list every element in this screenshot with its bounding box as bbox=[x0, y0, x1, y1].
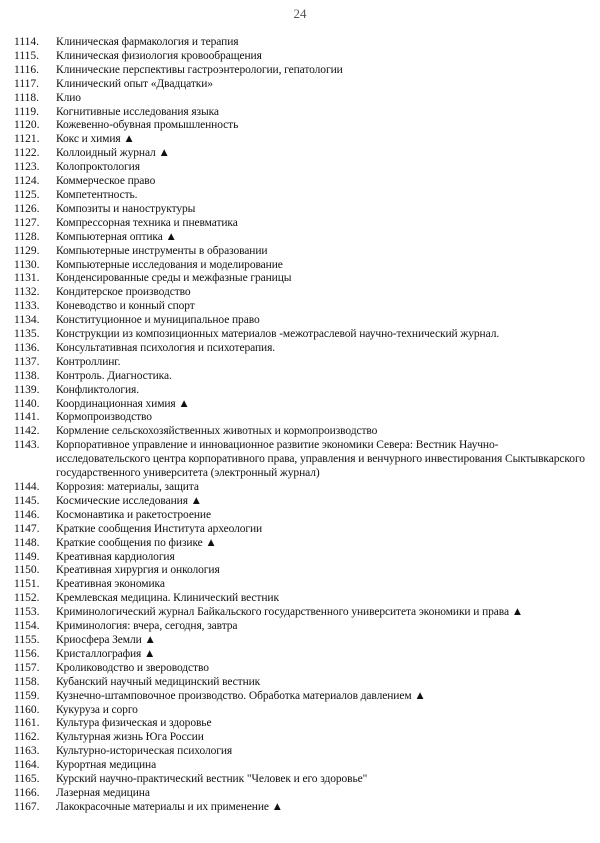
list-item bbox=[14, 50, 586, 64]
entry-title: Конституционное и муниципальное право bbox=[56, 314, 260, 327]
entry-title: Консультативная психология и психотерапия. bbox=[56, 341, 276, 354]
list-item bbox=[14, 272, 586, 286]
list-item bbox=[14, 217, 586, 231]
entry-number: 1134. bbox=[14, 314, 40, 327]
entry-title: Компьютерные исследования и моделирование bbox=[56, 258, 283, 271]
entry-title: Компетентность. bbox=[56, 188, 138, 201]
list-item bbox=[14, 245, 586, 259]
entry-title: Композиты и наноструктуры bbox=[56, 202, 196, 215]
list-item bbox=[14, 384, 586, 398]
entry-title: Клиническая физиология кровообращения bbox=[56, 49, 262, 62]
list-item bbox=[14, 620, 586, 634]
entry-number: 1140. bbox=[14, 397, 40, 410]
entry-number: 1132. bbox=[14, 286, 40, 299]
entry-title: Креативная экономика bbox=[56, 578, 165, 591]
entry-number: 1121. bbox=[14, 133, 40, 146]
list-item bbox=[14, 92, 586, 106]
entry-title: Кондитерское производство bbox=[56, 286, 191, 299]
entry-title: Коллоидный журнал ▲ bbox=[56, 147, 170, 160]
entry-title: Курортная медицина bbox=[56, 759, 157, 772]
list-item bbox=[14, 189, 586, 203]
entry-number: 1147. bbox=[14, 522, 40, 535]
entry-title: Клинический опыт «Двадцатки» bbox=[56, 77, 213, 90]
list-item bbox=[14, 690, 586, 704]
list-item bbox=[14, 203, 586, 217]
entry-title: Корпоративное управление и инновационное развитие экономики Севера: Вестник Научно-исследовательского центра корпоративного права, управления и венчурного инвестирования Сыктывкарского государственного университета (электронный журнал) bbox=[56, 439, 585, 480]
list-item bbox=[14, 328, 586, 342]
entry-number: 1152. bbox=[14, 592, 40, 605]
list-item bbox=[14, 731, 586, 745]
entry-number: 1118. bbox=[14, 91, 40, 104]
entry-title: Компьютерные инструменты в образовании bbox=[56, 244, 268, 257]
entry-number: 1162. bbox=[14, 731, 40, 744]
entry-title: Контроль. Диагностика. bbox=[56, 369, 172, 382]
list-item bbox=[14, 314, 586, 328]
entry-title: Координационная химия ▲ bbox=[56, 397, 190, 410]
entry-title: Клио bbox=[56, 91, 81, 104]
list-item bbox=[14, 509, 586, 523]
entry-number: 1119. bbox=[14, 105, 40, 118]
entry-number: 1163. bbox=[14, 745, 40, 758]
entry-number: 1154. bbox=[14, 620, 40, 633]
list-item bbox=[14, 676, 586, 690]
entry-number: 1127. bbox=[14, 216, 40, 229]
entry-number: 1161. bbox=[14, 717, 40, 730]
entry-number: 1138. bbox=[14, 369, 40, 382]
list-item bbox=[14, 370, 586, 384]
entry-title: Кролиководство и звероводство bbox=[56, 661, 209, 674]
list-item bbox=[14, 231, 586, 245]
entry-number: 1131. bbox=[14, 272, 40, 285]
list-item bbox=[14, 300, 586, 314]
entry-title: Кормопроизводство bbox=[56, 411, 152, 424]
entry-number: 1141. bbox=[14, 411, 40, 424]
entry-title: Культурно-историческая психология bbox=[56, 745, 233, 758]
entry-title: Культура физическая и здоровье bbox=[56, 717, 212, 730]
list-item bbox=[14, 78, 586, 92]
entry-title: Компьютерная оптика ▲ bbox=[56, 230, 177, 243]
entry-title: Кукуруза и сорго bbox=[56, 703, 138, 716]
entry-number: 1115. bbox=[14, 49, 40, 62]
entry-title: Конфликтология. bbox=[56, 383, 139, 396]
entry-number: 1137. bbox=[14, 355, 40, 368]
list-item bbox=[14, 662, 586, 676]
list-item bbox=[14, 745, 586, 759]
entry-number: 1124. bbox=[14, 175, 40, 188]
entry-title: Контроллинг. bbox=[56, 355, 121, 368]
list-item bbox=[14, 64, 586, 78]
list-item bbox=[14, 648, 586, 662]
entry-title: Креативная хирургия и онкология bbox=[56, 564, 220, 577]
entry-number: 1142. bbox=[14, 425, 40, 438]
list-item bbox=[14, 704, 586, 718]
entry-number: 1160. bbox=[14, 703, 40, 716]
list-item bbox=[14, 119, 586, 133]
journal-list bbox=[14, 36, 586, 815]
entry-number: 1151. bbox=[14, 578, 40, 591]
entry-title: Кокс и химия ▲ bbox=[56, 133, 135, 146]
entry-number: 1125. bbox=[14, 188, 40, 201]
entry-title: Кожевенно-обувная промышленность bbox=[56, 119, 239, 132]
entry-number: 1153. bbox=[14, 606, 40, 619]
list-item bbox=[14, 537, 586, 551]
entry-number: 1128. bbox=[14, 230, 40, 243]
entry-number: 1150. bbox=[14, 564, 40, 577]
list-item bbox=[14, 634, 586, 648]
entry-title: Компрессорная техника и пневматика bbox=[56, 216, 238, 229]
entry-number: 1129. bbox=[14, 244, 40, 257]
entry-title: Клинические перспективы гастроэнтерологии, гепатологии bbox=[56, 63, 343, 76]
entry-number: 1149. bbox=[14, 550, 40, 563]
entry-number: 1156. bbox=[14, 647, 40, 660]
list-item bbox=[14, 801, 586, 815]
entry-title: Космические исследования ▲ bbox=[56, 494, 202, 507]
list-item bbox=[14, 356, 586, 370]
list-item bbox=[14, 495, 586, 509]
list-item bbox=[14, 773, 586, 787]
list-item bbox=[14, 411, 586, 425]
entry-title: Кремлевская медицина. Клинический вестник bbox=[56, 592, 279, 605]
entry-title: Клиническая фармакология и терапия bbox=[56, 36, 239, 48]
list-item bbox=[14, 425, 586, 439]
entry-number: 1158. bbox=[14, 675, 40, 688]
entry-number: 1167. bbox=[14, 800, 40, 813]
list-item bbox=[14, 36, 586, 50]
list-item bbox=[14, 106, 586, 120]
list-item bbox=[14, 606, 586, 620]
list-item bbox=[14, 342, 586, 356]
entry-title: Краткие сообщения по физике ▲ bbox=[56, 536, 217, 549]
entry-title: Космонавтика и ракетостроение bbox=[56, 508, 211, 521]
list-item bbox=[14, 133, 586, 147]
page-number: 24 bbox=[293, 6, 307, 21]
entry-number: 1122. bbox=[14, 147, 40, 160]
entry-title: Коммерческое право bbox=[56, 175, 156, 188]
entry-title: Коррозия: материалы, защита bbox=[56, 481, 199, 493]
entry-number: 1133. bbox=[14, 300, 40, 313]
list-item bbox=[14, 787, 586, 801]
list-item bbox=[14, 161, 586, 175]
entry-number: 1139. bbox=[14, 383, 40, 396]
entry-title: Когнитивные исследования языка bbox=[56, 105, 219, 118]
entry-number: 1135. bbox=[14, 328, 40, 341]
entry-number: 1143. bbox=[14, 439, 40, 452]
entry-title: Кристаллография ▲ bbox=[56, 647, 156, 660]
list-item bbox=[14, 564, 586, 578]
entry-number: 1165. bbox=[14, 773, 40, 786]
entry-title: Кубанский научный медицинский вестник bbox=[56, 675, 261, 688]
entry-title: Лазерная медицина bbox=[56, 786, 150, 799]
entry-number: 1120. bbox=[14, 119, 40, 132]
entry-number: 1159. bbox=[14, 689, 40, 702]
entry-title: Лакокрасочные материалы и их применение ▲ bbox=[56, 800, 283, 813]
list-item bbox=[14, 578, 586, 592]
entry-number: 1123. bbox=[14, 161, 40, 174]
entry-title: Кормление сельскохозяйственных животных и кормопроизводство bbox=[56, 425, 378, 438]
entry-number: 1146. bbox=[14, 508, 40, 521]
entry-title: Курский научно-практический вестник "Человек и его здоровье" bbox=[56, 773, 368, 786]
entry-number: 1144. bbox=[14, 481, 40, 493]
entry-number: 1148. bbox=[14, 536, 40, 549]
entry-number: 1126. bbox=[14, 202, 40, 215]
entry-title: Краткие сообщения Института археологии bbox=[56, 522, 263, 535]
entry-title: Коневодство и конный спорт bbox=[56, 300, 195, 313]
list-item bbox=[14, 398, 586, 412]
entry-number: 1157. bbox=[14, 661, 40, 674]
entry-title: Конденсированные среды и межфазные границы bbox=[56, 272, 292, 285]
list-item bbox=[14, 481, 586, 495]
list-item bbox=[14, 592, 586, 606]
entry-number: 1130. bbox=[14, 258, 40, 271]
entry-title: Конструкции из композиционных материалов -межотраслевой научно-технический журнал. bbox=[56, 328, 500, 341]
entry-number: 1136. bbox=[14, 341, 40, 354]
list-item bbox=[14, 717, 586, 731]
entry-number: 1166. bbox=[14, 786, 40, 799]
entry-title: Культурная жизнь Юга России bbox=[56, 731, 204, 744]
list-item bbox=[14, 523, 586, 537]
entry-title: Криминологический журнал Байкальского государственного университета экономики и права ▲ bbox=[56, 606, 524, 619]
list-item bbox=[14, 759, 586, 773]
entry-number: 1116. bbox=[14, 63, 40, 76]
entry-number: 1164. bbox=[14, 759, 40, 772]
entry-title: Колопроктология bbox=[56, 161, 140, 174]
entry-title: Креативная кардиология bbox=[56, 550, 175, 563]
entry-title: Криминология: вчера, сегодня, завтра bbox=[56, 620, 238, 633]
entry-number: 1145. bbox=[14, 494, 40, 507]
entry-number: 1155. bbox=[14, 633, 40, 646]
list-item bbox=[14, 286, 586, 300]
entry-title: Криосфера Земли ▲ bbox=[56, 633, 156, 646]
list-item bbox=[14, 147, 586, 161]
entry-number: 1117. bbox=[14, 77, 40, 90]
list-item bbox=[14, 175, 586, 189]
list-item bbox=[14, 259, 586, 273]
entry-title: Кузнечно-штамповочное производство. Обработка материалов давлением ▲ bbox=[56, 689, 426, 702]
list-item bbox=[14, 551, 586, 565]
entry-number: 1114. bbox=[14, 36, 40, 48]
list-item bbox=[14, 439, 586, 481]
